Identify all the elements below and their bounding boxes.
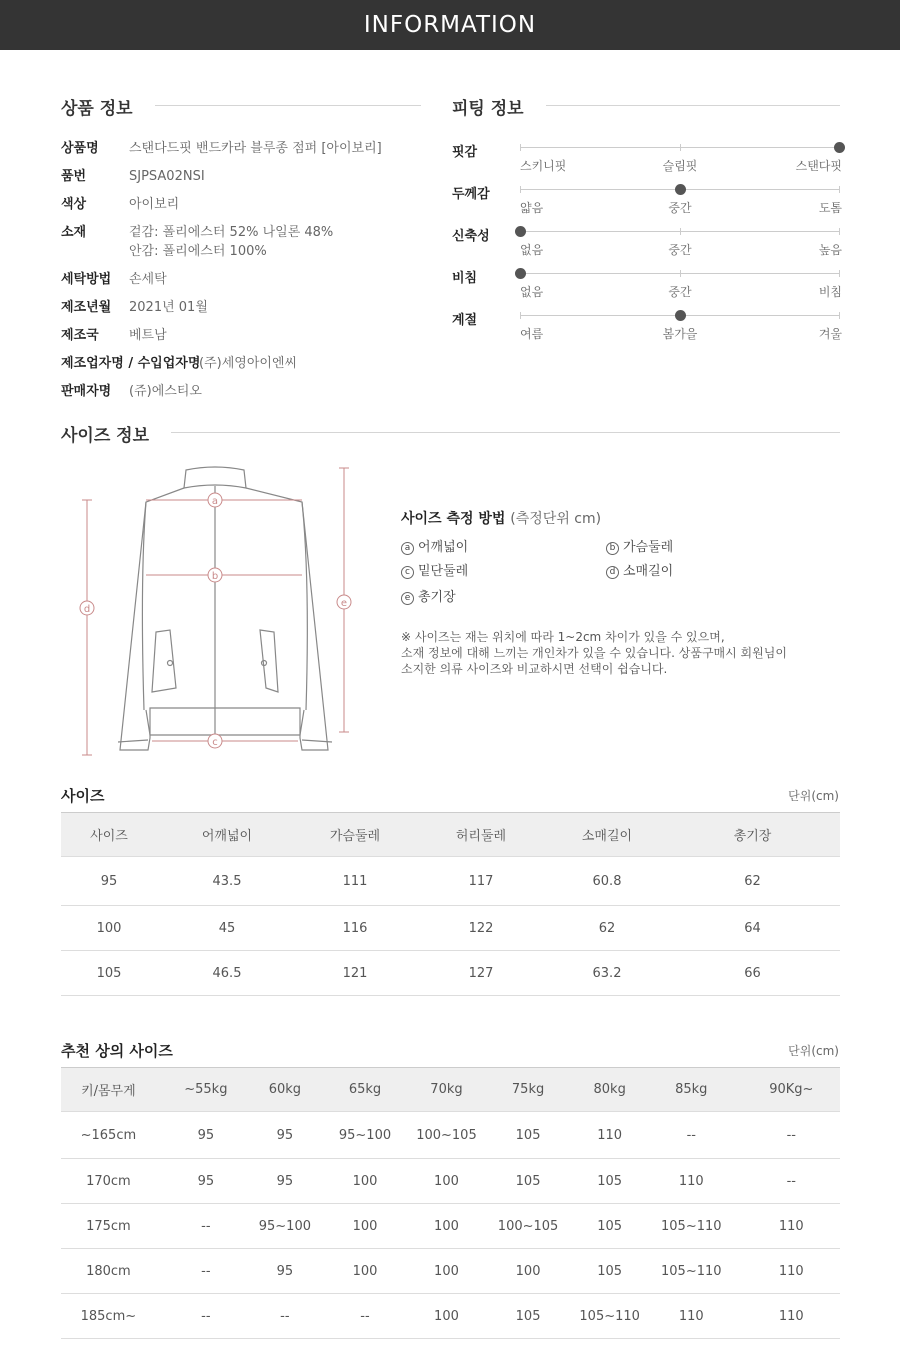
fitting-label: 계절 [452,313,478,328]
table-cell: 110 [579,1112,640,1159]
table-row [61,951,840,996]
table-header: 60kg [256,1068,314,1112]
product-info-value: 안감: 폴리에스터 100% [129,244,267,259]
table-cell: 105~110 [640,1204,743,1249]
table-cell: 62 [549,906,665,951]
scale-tick [839,270,840,277]
rec-table-title: 추천 상의 사이즈 [61,1042,173,1060]
section-divider [520,105,840,106]
product-info-value: (주)세영아이엔씨 [199,356,298,371]
section-divider [150,105,421,106]
table-cell: 95~100 [314,1112,416,1159]
table-header: 70kg [416,1068,477,1112]
fitting-row [452,309,842,351]
table-header: 80kg [579,1068,640,1112]
information-banner: INFORMATION [0,0,900,50]
table-cell: 60.8 [549,857,665,906]
product-info-label: 품번 [61,169,87,184]
product-info-label: 세탁방법 [61,272,112,287]
table-cell: 95 [256,1112,314,1159]
howto-unit: (측정단위 cm) [510,511,602,527]
size-table [61,812,840,996]
table-cell: 66 [665,951,840,996]
table-cell: 105 [477,1159,580,1204]
product-info-value: 2021년 01월 [129,300,208,315]
table-cell: 110 [743,1249,840,1294]
marker-c: c [212,737,218,748]
table-header: 가슴둘레 [297,813,413,857]
scale-tick [520,144,521,151]
table-cell: 105~110 [640,1249,743,1294]
table-cell: 105 [61,951,157,996]
table-row [61,1294,840,1339]
table-row [61,857,840,906]
table-cell: 64 [665,906,840,951]
fitting-option: 없음 [520,243,544,257]
product-info-value: (쥬)에스티오 [129,384,202,399]
table-cell: 105 [579,1159,640,1204]
fitting-scale [520,231,840,232]
table-row [61,906,840,951]
table-cell: 95 [256,1249,314,1294]
fitting-label: 두께감 [452,187,490,202]
scale-tick [839,186,840,193]
product-info-value: 베트남 [129,328,167,343]
fitting-scale [520,189,840,190]
table-header: ~55kg [156,1068,256,1112]
table-cell: 95~100 [256,1204,314,1249]
table-cell: 110 [640,1159,743,1204]
table-cell: 100 [477,1249,580,1294]
product-info-value: 손세탁 [129,272,167,287]
fitting-option: 중간 [668,285,692,299]
table-cell: 100 [61,906,157,951]
fitting-selected-dot [675,310,686,321]
table-cell: 127 [413,951,549,996]
table-cell: -- [314,1294,416,1339]
table-cell: 100~105 [416,1112,477,1159]
product-info-label: 색상 [61,197,87,212]
scale-tick [680,228,681,235]
table-cell: 100 [416,1159,477,1204]
table-cell: 46.5 [157,951,297,996]
scale-tick [680,144,681,151]
scale-tick [520,186,521,193]
fitting-label: 신축성 [452,229,490,244]
table-cell: 170cm [61,1159,156,1204]
table-cell: 180cm [61,1249,156,1294]
fitting-option: 중간 [668,201,692,215]
product-info-label: 제조국 [61,328,99,343]
table-cell: 100 [314,1204,416,1249]
table-cell: 105 [579,1249,640,1294]
table-cell: 100 [416,1249,477,1294]
rec-table [61,1067,840,1339]
table-cell: 110 [743,1204,840,1249]
fitting-scale [520,273,840,274]
table-cell: -- [640,1112,743,1159]
table-cell: 105 [477,1294,580,1339]
product-info-value: 아이보리 [129,197,180,212]
table-cell: 105 [579,1204,640,1249]
table-cell: 45 [157,906,297,951]
table-cell: 105~110 [579,1294,640,1339]
table-cell: 95 [256,1159,314,1204]
table-row [61,1159,840,1204]
fitting-option: 높음 [818,243,842,257]
scale-tick [520,312,521,319]
product-info-value: 겉감: 폴리에스터 52% 나일론 48% [129,225,334,240]
table-cell: -- [256,1294,314,1339]
product-info-label: 제조년월 [61,300,112,315]
legend-item: d 소매길이 [606,560,673,579]
fitting-selected-dot [675,184,686,195]
fitting-option: 비침 [818,285,842,299]
fitting-option: 없음 [520,285,544,299]
section-divider [170,432,840,433]
product-info-label: 상품명 [61,141,99,156]
fitting-label: 핏감 [452,145,478,160]
table-cell: -- [743,1159,840,1204]
fitting-option: 봄가을 [662,327,698,341]
table-cell: ~165cm [61,1112,156,1159]
legend-item: c 밑단둘레 [401,560,468,579]
table-header: 어깨넓이 [157,813,297,857]
table-cell: -- [156,1249,256,1294]
table-cell: 100 [416,1204,477,1249]
table-cell: -- [156,1204,256,1249]
table-cell: -- [743,1112,840,1159]
table-header: 85kg [640,1068,743,1112]
marker-a: a [211,496,219,507]
howto-title: 사이즈 측정 방법 (측정단위 cm) [401,511,602,527]
fitting-row [452,183,842,225]
fitting-selected-dot [834,142,845,153]
table-cell: 121 [297,951,413,996]
table-cell: 95 [61,857,157,906]
size-note: ※ 사이즈는 재는 위치에 따라 1~2cm 차이가 있을 수 있으며, 소재 정보에 대해 느끼는 개인차가 있을 수 있습니다. 상품구매시 회원님이 소지한 의류 사이즈와 비교하시면 선택이 쉽습니다. [401,630,787,676]
product-info-value: SJPSA02NSI [129,169,205,184]
product-info-title: 상품 정보 [61,94,155,119]
table-cell: 111 [297,857,413,906]
fitting-row [452,267,842,309]
table-row [61,1112,840,1159]
fitting-option: 스탠다핏 [795,159,842,173]
fitting-option: 여름 [520,327,544,341]
table-header: 90Kg~ [743,1068,840,1112]
table-header: 75kg [477,1068,580,1112]
table-cell: 110 [640,1294,743,1339]
table-header: 총기장 [665,813,840,857]
scale-tick [839,228,840,235]
marker-d: d [83,604,91,615]
size-table-title: 사이즈 [61,787,105,805]
table-cell: 95 [156,1159,256,1204]
fitting-option: 슬림핏 [662,159,698,173]
table-cell: 100 [314,1249,416,1294]
fitting-selected-dot [515,226,526,237]
fitting-option: 겨울 [818,327,842,341]
table-cell: 100~105 [477,1204,580,1249]
jacket-measurement-diagram [70,460,370,765]
fitting-info-title: 피팅 정보 [452,94,546,119]
fitting-label: 비침 [452,271,478,286]
table-cell: 43.5 [157,857,297,906]
legend-item: a 어깨넓이 [401,536,468,555]
table-row [61,1249,840,1294]
table-cell: 62 [665,857,840,906]
table-header: 키/몸무게 [61,1068,156,1112]
table-cell: -- [156,1294,256,1339]
table-row [61,1204,840,1249]
product-info-label: 제조업자명 / 수입업자명 [61,356,201,371]
legend-item: b 가슴둘레 [606,536,673,555]
product-info-label: 판매자명 [61,384,112,399]
table-cell: 95 [156,1112,256,1159]
legend-item: e 총기장 [401,586,456,605]
fitting-row [452,141,842,183]
fitting-selected-dot [515,268,526,279]
table-cell: 122 [413,906,549,951]
table-cell: 117 [413,857,549,906]
scale-tick [680,270,681,277]
table-cell: 185cm~ [61,1294,156,1339]
product-info-label: 소재 [61,225,87,240]
table-cell: 105 [477,1112,580,1159]
marker-b: b [211,571,219,582]
fitting-scale [520,315,840,316]
table-cell: 100 [416,1294,477,1339]
size-info-title: 사이즈 정보 [61,421,171,446]
table-header: 소매길이 [549,813,665,857]
table-cell: 175cm [61,1204,156,1249]
table-header: 사이즈 [61,813,157,857]
table-cell: 63.2 [549,951,665,996]
fitting-option: 얇음 [520,201,544,215]
fitting-scale [520,147,840,148]
fitting-option: 중간 [668,243,692,257]
fitting-option: 스키니핏 [520,159,567,173]
table-header: 65kg [314,1068,416,1112]
fitting-option: 도톰 [818,201,842,215]
fitting-row [452,225,842,267]
marker-e: e [340,598,348,609]
table-cell: 100 [314,1159,416,1204]
scale-tick [839,312,840,319]
product-info-value: 스탠다드핏 밴드카라 블루종 점퍼 [아이보리] [129,141,382,156]
table-header: 허리둘레 [413,813,549,857]
size-table-unit: 단위(cm) [788,789,839,803]
table-cell: 116 [297,906,413,951]
table-cell: 110 [743,1294,840,1339]
rec-table-unit: 단위(cm) [788,1044,839,1058]
